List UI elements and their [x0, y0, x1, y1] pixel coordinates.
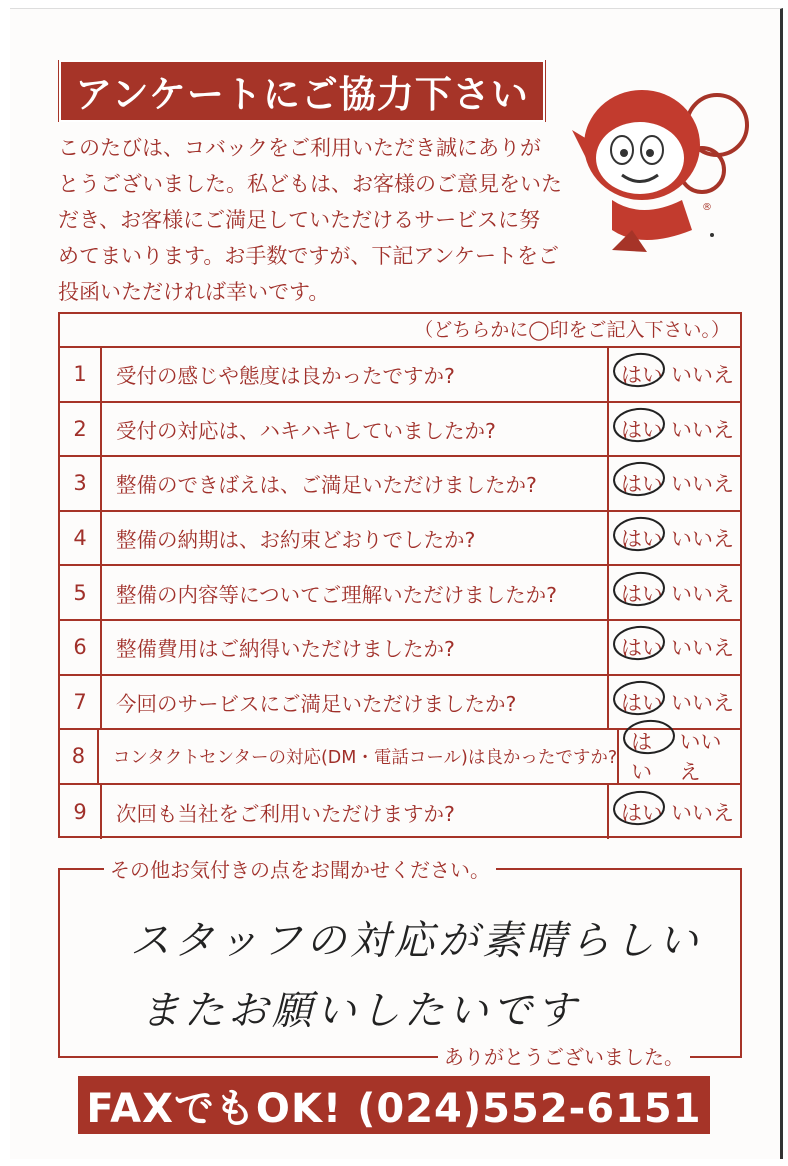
survey-table: [58, 312, 742, 838]
title-banner: [58, 60, 546, 122]
question-text: 整備のできばえは、ご満足いただけましたか?: [102, 457, 609, 510]
comments-prompt: その他お気付きの点をお聞かせください。: [104, 854, 496, 883]
question-number: 9: [60, 785, 102, 840]
answer-yes-label: はい: [621, 417, 663, 442]
answer-yes-label: はい: [621, 581, 663, 606]
answer-no[interactable]: いいえ: [671, 636, 734, 661]
answer-options: [609, 403, 740, 456]
answer-no[interactable]: いいえ: [671, 801, 734, 826]
question-text: コンタクトセンターの対応(DM・電話コール)は良かったですか?: [99, 730, 619, 783]
page-title: アンケートにご協力下さい: [59, 60, 545, 122]
answer-yes[interactable]: [621, 578, 663, 608]
question-number: 2: [60, 403, 102, 456]
survey-row: [60, 676, 740, 731]
comments-thanks: ありがとうございました。: [438, 1041, 690, 1070]
intro-line: だき、お客様にご満足していただけるサービスに努: [58, 208, 541, 232]
answer-yes-label: はい: [621, 472, 663, 497]
handwritten-line: またお願いしたいです: [140, 988, 580, 1034]
answer-no[interactable]: いいえ: [671, 417, 734, 442]
survey-row: [60, 348, 740, 403]
survey-row: [60, 730, 740, 785]
decorative-dot: [710, 233, 714, 237]
answer-no[interactable]: いいえ: [671, 472, 734, 497]
handwritten-comment: [130, 906, 702, 1046]
survey-instruction: （どちらかに◯印をご記入下さい。）: [60, 314, 740, 348]
answer-yes-label: はい: [621, 363, 663, 388]
question-number: 6: [60, 621, 102, 674]
survey-row: [60, 785, 740, 840]
answer-yes-label: はい: [621, 801, 663, 826]
answer-yes[interactable]: [621, 359, 663, 389]
answer-yes[interactable]: [621, 632, 663, 662]
answer-yes[interactable]: [621, 414, 663, 444]
answer-options: [609, 621, 740, 674]
answer-options: [609, 785, 740, 840]
question-text: 受付の感じや態度は良かったですか?: [102, 348, 609, 401]
answer-yes-label: はい: [621, 690, 663, 715]
handwritten-line: スタッフの対応が素晴らしい: [130, 918, 702, 964]
intro-line: とうございました。私どもは、お客様のご意見をいた: [58, 172, 562, 196]
question-number: 8: [60, 730, 99, 783]
question-number: 3: [60, 457, 102, 510]
survey-row: [60, 621, 740, 676]
question-text: 受付の対応は、ハキハキしていましたか?: [102, 403, 609, 456]
question-text: 今回のサービスにご満足いただけましたか?: [102, 676, 609, 729]
answer-no[interactable]: いいえ: [679, 730, 722, 785]
answer-yes[interactable]: [631, 726, 671, 786]
intro-line: めてまいります。お手数ですが、下記アンケートをご: [58, 244, 560, 268]
svg-text:®: ®: [702, 202, 712, 213]
answer-no[interactable]: いいえ: [671, 527, 734, 552]
mascot-character-icon: [552, 70, 752, 260]
answer-options: [609, 348, 740, 401]
answer-options: [609, 457, 740, 510]
answer-yes-label: はい: [631, 730, 653, 785]
answer-no[interactable]: いいえ: [671, 690, 734, 715]
answer-options: [609, 566, 740, 619]
survey-row: [60, 512, 740, 567]
question-number: 4: [60, 512, 102, 565]
answer-yes[interactable]: [621, 797, 663, 827]
question-text: 整備費用はご納得いただけましたか?: [102, 621, 609, 674]
intro-text: [58, 130, 562, 310]
answer-yes-label: はい: [621, 527, 663, 552]
answer-yes[interactable]: [621, 687, 663, 717]
intro-line: 投函いただければ幸いです。: [58, 280, 330, 304]
question-text: 整備の納期は、お約束どおりでしたか?: [102, 512, 609, 565]
intro-line: このたびは、コバックをご利用いただき誠にありが: [58, 136, 541, 160]
comments-box[interactable]: [58, 858, 742, 1069]
answer-options: [609, 512, 740, 565]
question-number: 5: [60, 566, 102, 619]
answer-options: [619, 730, 740, 783]
fax-banner: FAXでもOK! (024)552-6151: [78, 1076, 710, 1134]
answer-no[interactable]: いいえ: [671, 363, 734, 388]
survey-row: [60, 403, 740, 458]
survey-row: [60, 457, 740, 512]
answer-yes[interactable]: [621, 468, 663, 498]
answer-no[interactable]: いいえ: [671, 581, 734, 606]
answer-yes[interactable]: [621, 523, 663, 553]
survey-row: [60, 566, 740, 621]
answer-yes-label: はい: [621, 636, 663, 661]
question-text: 次回も当社をご利用いただけますか?: [102, 785, 609, 840]
question-number: 7: [60, 676, 102, 729]
question-number: 1: [60, 348, 102, 401]
question-text: 整備の内容等についてご理解いただけましたか?: [102, 566, 609, 619]
answer-options: [609, 676, 740, 729]
